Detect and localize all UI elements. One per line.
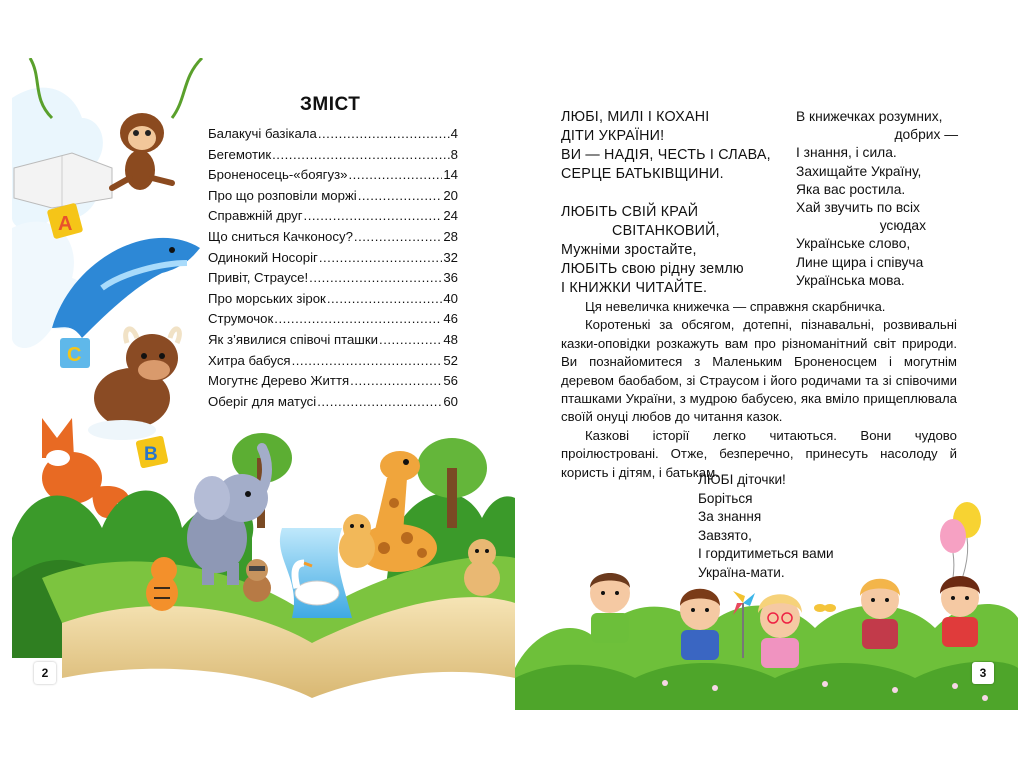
- poem-line: Україна-мати.: [698, 564, 785, 580]
- toc-row[interactable]: [208, 248, 458, 269]
- dolphin-icon: [52, 238, 200, 338]
- toc-row[interactable]: [208, 351, 458, 372]
- toc-item-title: Балакучі базікала: [208, 126, 317, 141]
- toc-item-page: 20: [443, 187, 458, 203]
- poem-line: ЛЮБІТЬ СВІЙ КРАЙ: [561, 204, 699, 220]
- toc-item-page: 36: [443, 270, 458, 286]
- toc-row[interactable]: [208, 289, 458, 310]
- toc-row[interactable]: [208, 206, 458, 227]
- toc-item-title: Хитра бабуся: [208, 352, 291, 368]
- toc-item-page: 32: [443, 249, 458, 265]
- page-number-left: 2: [34, 662, 56, 684]
- toc-item-title: Бегемотик: [208, 146, 272, 162]
- toc-item-title: Як з’явилися співочі пташки: [208, 331, 379, 347]
- poem-books: [796, 108, 966, 290]
- bull-icon: [88, 329, 179, 440]
- poem-line: І гордитиметься вами: [698, 546, 834, 562]
- toc-row[interactable]: [208, 309, 458, 330]
- raccoon-icon: [243, 559, 271, 602]
- letter-block-c-icon: [60, 338, 90, 368]
- toc-item-page: 4: [450, 126, 458, 141]
- lion-cub-icon: [339, 514, 375, 568]
- butterfly-icon: [814, 604, 836, 612]
- svg-text:A: A: [58, 213, 73, 235]
- toc-item-page: 24: [443, 208, 458, 224]
- poem-line: Боріться: [698, 490, 753, 506]
- poem-line: Яка вас ростила.: [796, 181, 906, 197]
- toc-row[interactable]: [208, 165, 458, 186]
- poem-line: Завзято,: [698, 527, 752, 543]
- svg-text:C: C: [67, 344, 82, 366]
- toc-item-title: Оберіг для матусі: [208, 393, 317, 409]
- poem-line: добрих —: [894, 127, 958, 143]
- poem-line: Захищайте Україну,: [796, 163, 922, 179]
- svg-text:B: B: [144, 444, 158, 465]
- introduction-text: [561, 298, 957, 482]
- toc-row[interactable]: [208, 268, 458, 289]
- bear-cub-icon: [464, 539, 500, 596]
- poem-line: ЛЮБІТЬ свою рідну землю: [561, 261, 744, 277]
- child-1-icon: [590, 573, 630, 643]
- poem-line: ЛЮБІ, МИЛІ І КОХАНІ: [561, 109, 710, 125]
- poem-line: За знання: [698, 509, 762, 525]
- poem-line: В книжечках розумних,: [796, 109, 943, 124]
- toc-item-title: Що сниться Качконосу?: [208, 228, 353, 244]
- toc-item-page: 14: [443, 167, 458, 183]
- toc-row[interactable]: [208, 186, 458, 207]
- toc-row[interactable]: [208, 145, 458, 166]
- monkey-icon: [112, 113, 172, 190]
- toc-item-title: Струмочок: [208, 311, 274, 327]
- page-number-right: 3: [972, 662, 994, 684]
- poem-line: усюдах: [879, 218, 926, 234]
- poem-line: ЛЮБІ діточки!: [698, 472, 786, 487]
- poem-line: Мужніми зростайте,: [561, 242, 697, 258]
- poem-dedication: [561, 108, 771, 298]
- poem-line: Українське слово,: [796, 236, 911, 252]
- table-of-contents: [208, 124, 458, 412]
- paragraph: Казкові історії легко читаються. Вони чудово проілюстровані. Отже, безперечно, принесуть насолоду й користь і дітям, і батькам.: [561, 427, 957, 480]
- toc-item-title: Справжній друг: [208, 208, 303, 224]
- toc-row[interactable]: [208, 330, 458, 351]
- toc-item-title: Про що розповіли моржі: [208, 187, 357, 203]
- poem-line: І знання, і сила.: [796, 145, 897, 161]
- poem-line: Українська мова.: [796, 272, 905, 288]
- toc-item-title: Одинокий Носоріг: [208, 249, 318, 265]
- toc-item-title: Привіт, Страусе!: [208, 270, 309, 286]
- toc-row[interactable]: [208, 124, 458, 145]
- paragraph: Коротенькі за обсягом, дотепні, пізнавальні, розвивальні казки-оповідки розкажуть вам про різноманітний світ природи. Ви познайомитеся з Маленьким Броненосцем і могутнім деревом баобабом, зі Страусом і його родичами та зі співочими пташками України, з мудрою бабусею, яка вміло прищеплювала своїй онуці любов до читання казок.: [561, 317, 957, 425]
- toc-row[interactable]: [208, 227, 458, 248]
- toc-item-title: Про морських зірок: [208, 290, 326, 306]
- toc-item-page: 46: [443, 311, 458, 327]
- toc-item-page: 8: [450, 146, 458, 162]
- toc-item-title: Броненосець-«боягуз»: [208, 167, 348, 183]
- poem-line: Хай звучить по всіх: [796, 200, 920, 216]
- toc-item-page: 40: [443, 290, 458, 306]
- toc-item-title: Могутнє Дерево Життя: [208, 373, 350, 389]
- toc-row[interactable]: [208, 392, 458, 413]
- poem-line: Лине щира і співуча: [796, 254, 924, 270]
- paragraph: Ця невеличка книжечка — справжня скарбничка.: [585, 299, 886, 314]
- poem-line: І КНИЖКИ ЧИТАЙТЕ.: [561, 280, 708, 296]
- toc-item-page: 60: [443, 393, 458, 409]
- toc-item-page: 52: [443, 352, 458, 368]
- toc-item-page: 28: [443, 228, 458, 244]
- toc-row[interactable]: [208, 371, 458, 392]
- poem-line: СЕРЦЕ БАТЬКІВЩИНИ.: [561, 166, 724, 182]
- toc-title: ЗМІСТ: [300, 94, 361, 115]
- toc-item-page: 56: [443, 373, 458, 389]
- letter-block-b-icon: [135, 435, 168, 468]
- poem-line: СВІТАНКОВИЙ,: [612, 223, 720, 239]
- toc-item-page: 48: [443, 331, 458, 347]
- poem-line: ВИ — НАДІЯ, ЧЕСТЬ І СЛАВА,: [561, 147, 771, 163]
- closing-poem: [698, 471, 834, 583]
- poem-line: ДІТИ УКРАЇНИ!: [561, 128, 665, 144]
